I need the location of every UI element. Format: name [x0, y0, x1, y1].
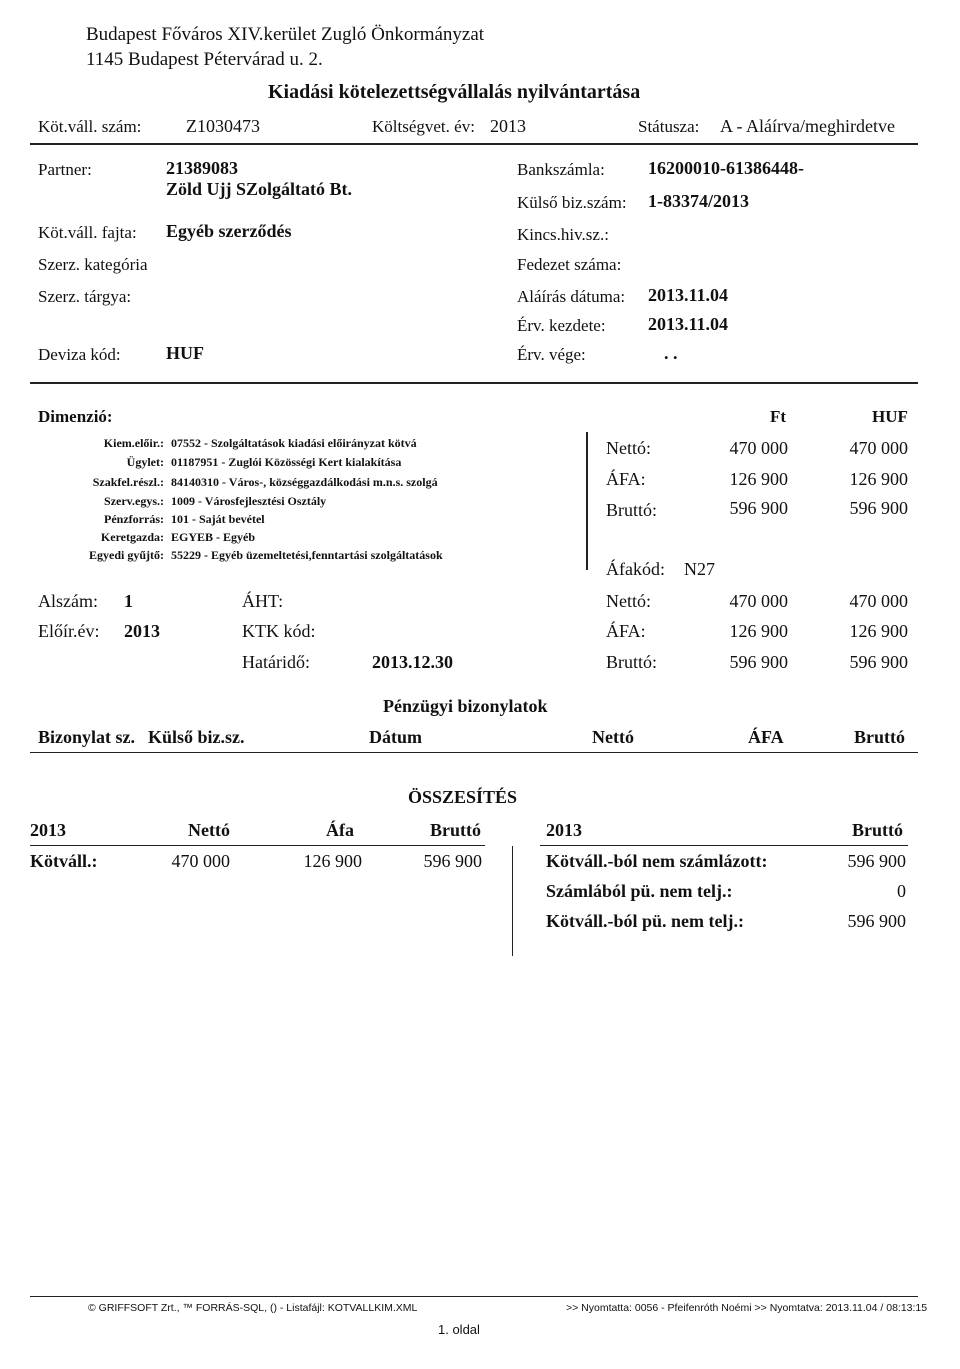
footer-right: >> Nyomtatta: 0056 - Pfeifenróth Noémi >> Nyomtatva: 2013.11.04 / 08:13:15: [566, 1302, 928, 1314]
ossz-right-year: 2013: [546, 820, 582, 840]
dim-value: 1009 - Városfejlesztési Osztály: [171, 494, 327, 508]
dim-value: 55229 - Egyéb üzemeltetési,fenntartási szolgáltatások: [171, 548, 443, 562]
deviza-value: HUF: [166, 343, 204, 363]
alszam-value: 1: [124, 591, 133, 611]
erv-kezdete-label: Érv. kezdete:: [517, 316, 606, 335]
dim-value: 07552 - Szolgáltatások kiadási előirányzat kötvá: [171, 436, 417, 450]
al-brutto-ft: 596 900: [729, 652, 788, 672]
alairas-label: Aláírás dátuma:: [517, 287, 626, 306]
ossz-right-row-label: Kötváll.-ból nem számlázott:: [546, 851, 768, 871]
ossz-kotvall-label: Kötváll.:: [30, 851, 98, 871]
page-title: Kiadási kötelezettségvállalás nyilvántartása: [268, 81, 641, 103]
afakod-value: N27: [684, 559, 715, 579]
fajta-value: Egyéb szerződés: [166, 221, 292, 241]
org-name: Budapest Főváros XIV.kerület Zugló Önkormányzat: [86, 24, 485, 45]
hatarido-label: Határidő:: [242, 652, 310, 672]
al-brutto-label: Bruttó:: [606, 652, 658, 672]
col-ft: Ft: [770, 407, 787, 426]
statusz-label: Státusza:: [638, 117, 700, 136]
ossz-vertical-divider: [512, 846, 513, 956]
osszesites-title: ÖSSZESÍTÉS: [408, 787, 518, 807]
kulso-label: Külső biz.szám:: [517, 193, 627, 212]
kotvall-szam-label: Köt.váll. szám:: [38, 117, 142, 136]
alairas-value: 2013.11.04: [648, 285, 729, 305]
al-netto-huf: 470 000: [849, 591, 908, 611]
al-netto-ft: 470 000: [729, 591, 788, 611]
kategoria-label: Szerz. kategória: [38, 255, 148, 274]
ossz-kotvall-netto: 470 000: [171, 851, 230, 871]
col-kulso-biz: Külső biz.sz.: [148, 727, 245, 747]
partner-label: Partner:: [38, 160, 92, 179]
col-datum: Dátum: [369, 727, 422, 747]
dim-label: Keretgazda:: [100, 530, 164, 544]
ossz-right-brutto: Bruttó: [852, 820, 903, 840]
dim-label: Szakfel.részl.:: [92, 475, 164, 489]
ossz-right-row-value: 596 900: [847, 851, 906, 871]
col-brutto: Bruttó: [854, 727, 905, 747]
partner-name: Zöld Ujj SZolgáltató Bt.: [166, 179, 353, 199]
ossz-kotvall-afa: 126 900: [303, 851, 362, 871]
col-bizonylat-sz: Bizonylat sz.: [38, 727, 135, 747]
ossz-right-row-label: Kötváll.-ból pü. nem telj.:: [546, 911, 744, 931]
bankszamla-value: 16200010-61386448-: [648, 158, 804, 178]
dim-label: Szerv.egys.:: [104, 494, 164, 508]
bizonylatok-title: Pénzügyi bizonylatok: [383, 696, 548, 716]
koltsegvet-ev-label: Költségvet. év:: [372, 117, 475, 136]
eloir-label: Előír.év:: [38, 621, 100, 641]
col-afa: ÁFA: [748, 727, 784, 747]
dim-value: 84140310 - Város-, községgazdálkodási m.n.s. szolgá: [171, 475, 438, 489]
dim-vertical-divider: [586, 432, 588, 570]
ossz-right-row-label: Számlából pü. nem telj.:: [546, 881, 733, 901]
dim-label: Egyedi gyűjtő:: [89, 548, 164, 562]
dim-label: Pénzforrás:: [104, 512, 164, 526]
statusz-value: A - Aláírva/meghirdetve: [720, 116, 895, 136]
al-afa-label: ÁFA:: [606, 621, 646, 641]
hatarido-value: 2013.12.30: [372, 652, 453, 672]
erv-kezdete-value: 2013.11.04: [648, 314, 729, 334]
ossz-kotvall-brutto: 596 900: [423, 851, 482, 871]
dim-afa-huf: 126 900: [849, 469, 908, 489]
dim-brutto-ft: 596 900: [729, 498, 788, 518]
col-netto: Nettó: [592, 727, 634, 747]
dim-brutto-huf: 596 900: [849, 498, 908, 518]
dim-netto-ft: 470 000: [729, 438, 788, 458]
dimenzio-title: Dimenzió:: [38, 407, 113, 426]
ossz-col-brutto: Bruttó: [430, 820, 481, 840]
al-afa-ft: 126 900: [729, 621, 788, 641]
ossz-right-underline: [540, 845, 908, 846]
targya-label: Szerz. tárgya:: [38, 287, 132, 306]
fajta-label: Köt.váll. fajta:: [38, 223, 137, 242]
dim-label: Ügylet:: [126, 455, 164, 469]
deviza-label: Deviza kód:: [38, 345, 121, 364]
divider-header: [30, 382, 918, 384]
partner-id: 21389083: [166, 158, 238, 178]
footer-divider: [30, 1296, 918, 1297]
ktk-label: KTK kód:: [242, 621, 316, 641]
erv-vege-value: . .: [664, 343, 678, 363]
ossz-left-year: 2013: [30, 820, 66, 840]
ossz-col-netto: Nettó: [188, 820, 230, 840]
page-number: 1. oldal: [438, 1322, 480, 1337]
al-afa-huf: 126 900: [849, 621, 908, 641]
ossz-col-afa: Áfa: [326, 820, 354, 840]
dim-value: EGYEB - Egyéb: [171, 530, 256, 544]
dim-netto-label: Nettó:: [606, 438, 651, 458]
dim-brutto-label: Bruttó:: [606, 500, 658, 520]
dim-netto-huf: 470 000: [849, 438, 908, 458]
eloir-value: 2013: [124, 621, 160, 641]
afakod-label: Áfakód:: [606, 559, 665, 579]
al-brutto-huf: 596 900: [849, 652, 908, 672]
dim-label: Kiem.előir.:: [103, 436, 164, 450]
dim-value: 01187951 - Zuglói Közösségi Kert kialakítása: [171, 455, 402, 469]
ossz-right-row-value: 596 900: [847, 911, 906, 931]
ossz-right-row-value: 0: [897, 881, 906, 901]
col-huf: HUF: [872, 407, 908, 426]
org-address: 1145 Budapest Pétervárad u. 2.: [86, 49, 323, 70]
kulso-value: 1-83374/2013: [648, 191, 749, 211]
alszam-label: Alszám:: [38, 591, 98, 611]
dim-afa-label: ÁFA:: [606, 469, 646, 489]
divider-top: [30, 143, 918, 145]
koltsegvet-ev-value: 2013: [490, 116, 526, 136]
kotvall-szam-value: Z1030473: [186, 116, 260, 136]
erv-vege-label: Érv. vége:: [517, 345, 586, 364]
al-netto-label: Nettó:: [606, 591, 651, 611]
footer-left: © GRIFFSOFT Zrt., ™ FORRÁS-SQL, () - Listafájl: KOTVALLKIM.XML: [88, 1302, 418, 1314]
ossz-left-underline: [30, 845, 485, 846]
dim-afa-ft: 126 900: [729, 469, 788, 489]
kincs-label: Kincs.hiv.sz.:: [517, 225, 609, 244]
aht-label: ÁHT:: [242, 591, 284, 611]
fedezet-label: Fedezet száma:: [517, 255, 622, 274]
divider-bizonylatok: [30, 752, 918, 753]
bankszamla-label: Bankszámla:: [517, 160, 605, 179]
dim-value: 101 - Saját bevétel: [171, 512, 265, 526]
